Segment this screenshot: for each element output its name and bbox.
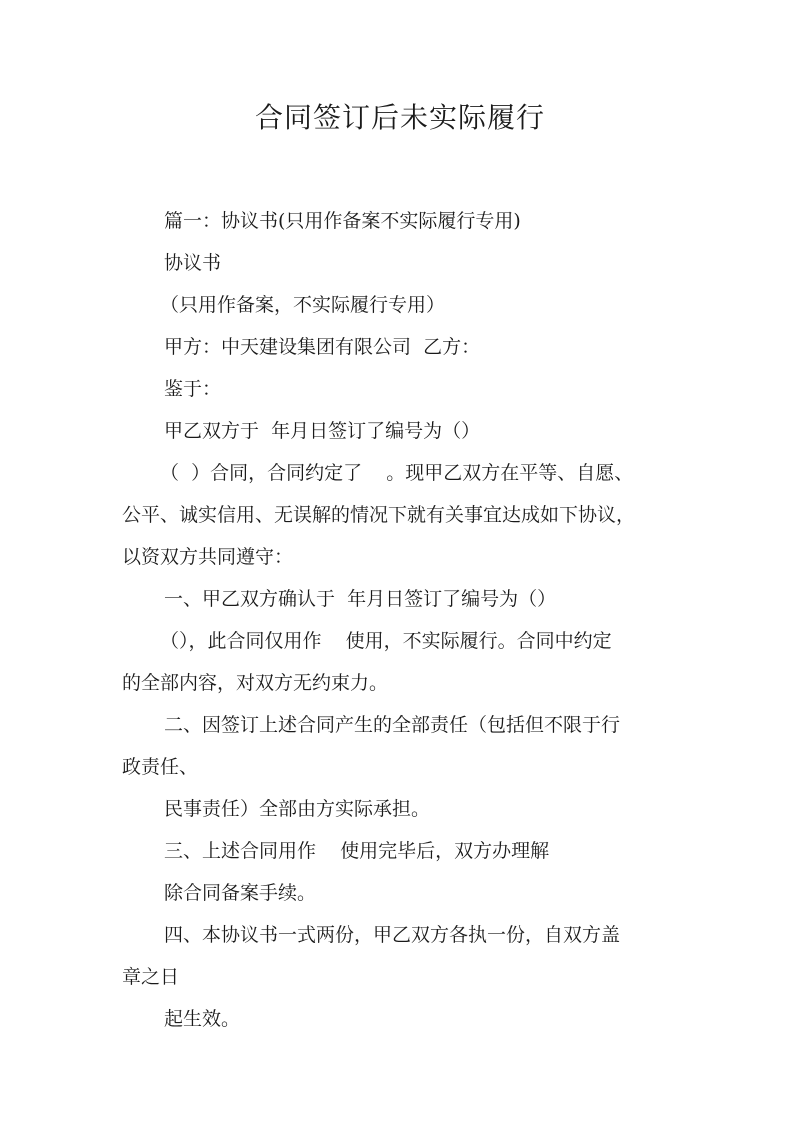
paragraph-line: （），此合同仅用作 使用，不实际履行。合同中约定 <box>160 630 612 652</box>
paragraph-line: 起生效。 <box>164 1008 241 1030</box>
paragraph-line: （只用作备案，不实际履行专用） <box>160 294 446 316</box>
paragraph-line: 甲方：中天建设集团有限公司 乙方： <box>164 336 481 358</box>
paragraph-line: 政责任、 <box>122 756 199 778</box>
paragraph-line: 四、本协议书一式两份，甲乙双方各执一份，自双方盖 <box>164 924 621 946</box>
paragraph-line: 三、上述合同用作 使用完毕后，双方办理解 <box>164 840 550 862</box>
document-body <box>122 200 692 1040</box>
paragraph-line: 一、甲乙双方确认于 年月日签订了编号为（） <box>164 588 557 610</box>
paragraph-line: 篇一：协议书(只用作备案不实际履行专用) <box>164 210 521 232</box>
paragraph-line: （ ）合同，合同约定了 。现甲乙双方在平等、自愿、 <box>160 462 634 484</box>
paragraph-line: 以资双方共同遵守： <box>122 546 294 568</box>
paragraph-line: 协议书 <box>164 252 222 274</box>
paragraph-line: 甲乙双方于 年月日签订了编号为（） <box>164 420 481 442</box>
paragraph-line: 鉴于： <box>164 378 222 400</box>
paragraph-line: 公平、诚实信用、无误解的情况下就有关事宜达成如下协议， <box>122 504 636 526</box>
paragraph-line: 的全部内容，对双方无约束力。 <box>122 672 389 694</box>
paragraph-line: 二、因签订上述合同产生的全部责任（包括但不限于行 <box>164 714 621 736</box>
paragraph-line: 除合同备案手续。 <box>164 882 317 904</box>
paragraph-line: 民事责任）全部由方实际承担。 <box>164 798 431 820</box>
paragraph-line: 章之日 <box>122 966 180 988</box>
document-title: 合同签订后未实际履行 <box>254 101 545 134</box>
